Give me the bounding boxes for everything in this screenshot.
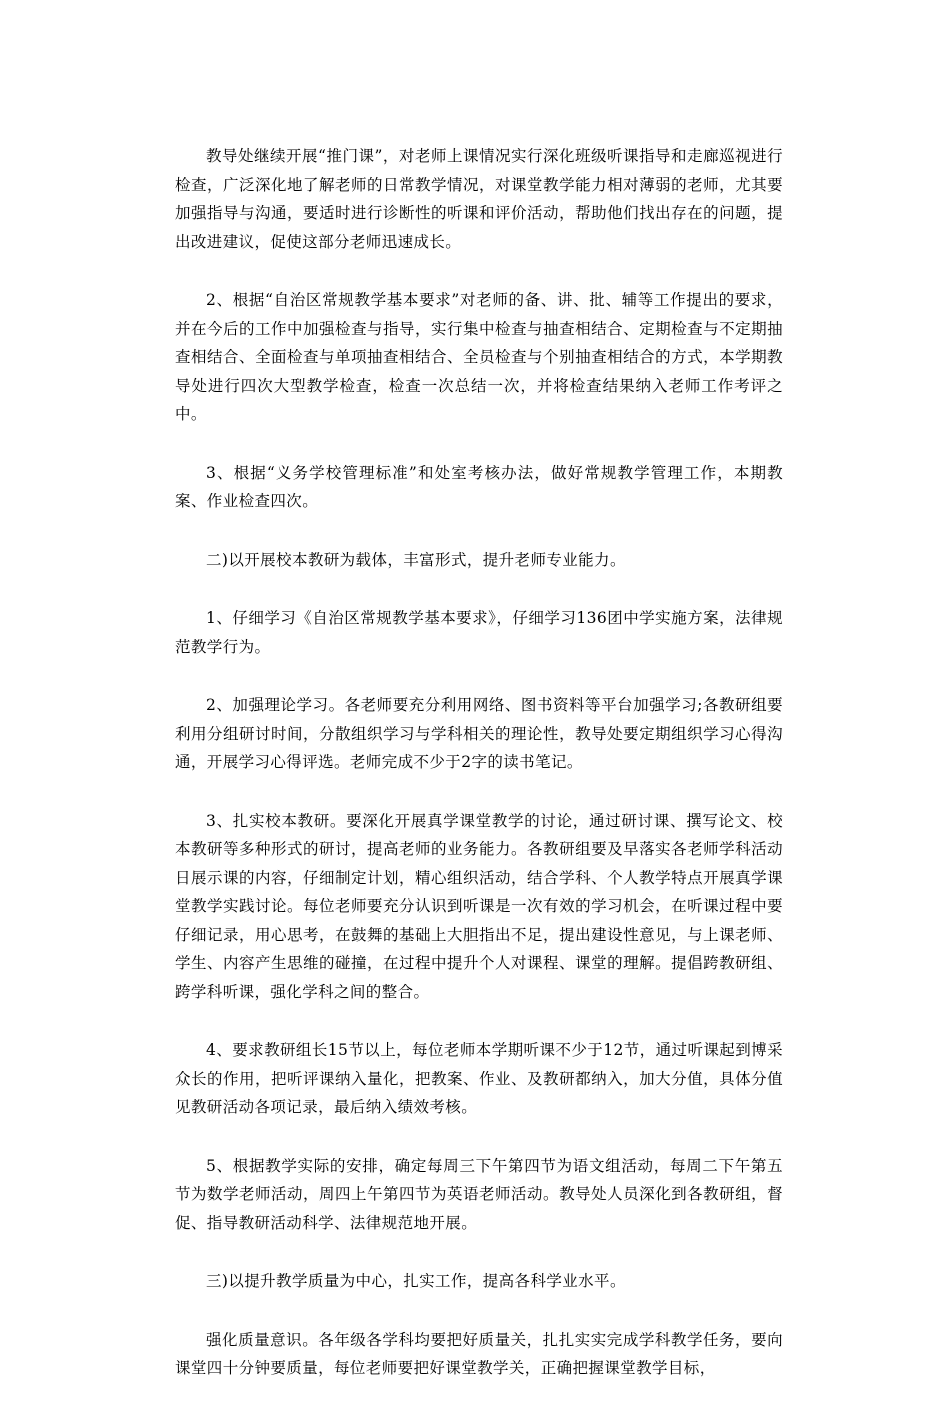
paragraph-quality-awareness: 强化质量意识。各年级各学科均要把好质量关，扎扎实实完成学科教学任务，要向课堂四十分钟要质量，每位老师要把好课堂教学关，正确把握课堂教学目标， — [175, 1330, 783, 1377]
paragraph-activity-schedule: 5、根据教学实际的安排，确定每周三下午第四节为语文组活动，每周二下午第五节为数学老师活动，周四上午第四节为英语老师活动。教导处人员深化到各教研组，督促、指导教研活动科学、法律规范地开展。 — [175, 1156, 783, 1232]
section-heading-2: 二)以开展校本教研为载体，丰富形式，提升老师专业能力。 — [206, 550, 626, 569]
paragraph-school-research: 3、扎实校本教研。要深化开展真学课堂教学的讨论，通过研讨课、撰写论文、校本教研等多种形式的研讨，提高老师的业务能力。各教研组要及早落实各老师学科活动日展示课的内容，仔细制定计划，精心组织活动，结合学科、个人教学特点开展真学课堂教学实践讨论。每位老师要充分认识到听课是一次有效的学习机会，在听课过程中要仔细记录，用心思考，在鼓舞的基础上大胆指出不足，提出建设性意见，与上课老师、学生、内容产生思维的碰撞，在过程中提升个人对课程、课堂的理解。提倡跨教研组、跨学科听课，强化学科之间的整合。 — [175, 811, 783, 1001]
paragraph-study-requirements: 1、仔细学习《自治区常规教学基本要求》，仔细学习136团中学实施方案，法律规范教学行为。 — [175, 609, 783, 656]
paragraph-theory-study: 2、加强理论学习。各老师要充分利用网络、图书资料等平台加强学习;各教研组要利用分组研讨时间，分散组织学习与学科相关的理论性，教导处要定期组织学习心得沟通，开展学习心得评选。老师完成不少于2字的读书笔记。 — [175, 696, 783, 771]
paragraph-item-2-inspection: 2、根据“自治区常规教学基本要求”对老师的备、讲、批、辅等工作提出的要求，并在今后的工作中加强检查与指导，实行集中检查与抽查相结合、定期检查与不定期抽查相结合、全面检查与单项抽查相结合、全员检查与个别抽查相结合的方式，本学期教导处进行四次大型教学检查，检查一次总结一次，并将检查结果纳入老师工作考评之中。 — [175, 291, 783, 423]
section-heading-3: 三)以提升教学质量为中心，扎实工作，提高各科学业水平。 — [206, 1272, 626, 1290]
document-page — [175, 142, 783, 1413]
paragraph-item-3-management: 3、根据“义务学校管理标准”和处室考核办法，做好常规教学管理工作，本期教案、作业检查四次。 — [175, 463, 783, 510]
paragraph-push-door-lessons: 教导处继续开展“推门课”，对老师上课情况实行深化班级听课指导和走廊巡视进行检查，广泛深化地了解老师的日常教学情况，对课堂教学能力相对薄弱的老师，尤其要加强指导与沟通，要适时进行诊断性的听课和评价活动，帮助他们找出存在的问题，提出改进建议，促使这部分老师迅速成长。 — [175, 147, 783, 251]
paragraph-lesson-observation: 4、要求教研组长15节以上，每位老师本学期听课不少于12节，通过听课起到博采众长的作用，把听评课纳入量化，把教案、作业、及教研都纳入，加大分值，具体分值见教研活动各项记录，最后纳入绩效考核。 — [175, 1041, 783, 1116]
